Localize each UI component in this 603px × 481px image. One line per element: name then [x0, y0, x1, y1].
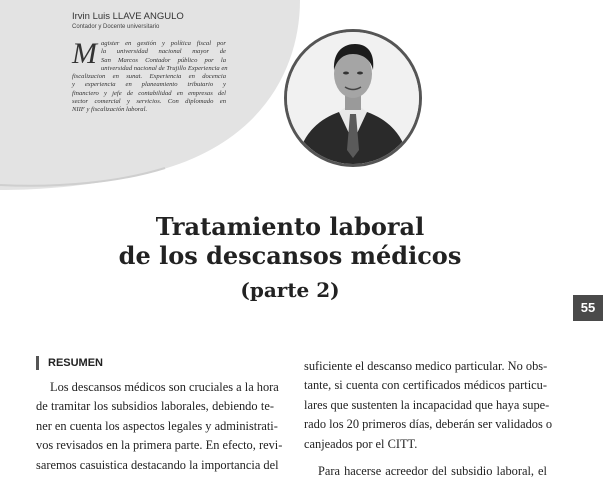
text-line: saremos casuistica destacando la importancia del	[36, 457, 279, 472]
bio-line: San Marcos Contador público por la	[101, 56, 226, 64]
text-line: suficiente el descanso medico particular. No obs-	[304, 359, 548, 373]
article-title-line-2: de los descansos médicos	[118, 241, 462, 270]
bio-line: fiscalizacion en sunat. Experiencia en docencia	[72, 73, 226, 81]
author-bio	[72, 37, 228, 115]
bio-line: sector comercial y servicios. Con diplomado en	[72, 98, 226, 106]
author-portrait	[284, 29, 422, 167]
text-line: lares que sustenten la incapacidad que haya supe-	[304, 397, 550, 412]
bio-line: universidad nacional de Trujillo Experiencia en	[101, 64, 228, 72]
text-line: de tramitar los subsidios laborales, debiendo te-	[36, 399, 274, 414]
author-role: Contador y Docente universitario	[72, 24, 160, 30]
bio-line: NIIF y fiscalización laboral.	[72, 106, 148, 114]
text-line: rado los 20 primeros días, deberán ser validados o	[304, 417, 553, 432]
bio-dropcap: M	[72, 37, 97, 70]
bio-line: agister en gestión y política fiscal por	[101, 40, 226, 47]
summary-column-1	[36, 378, 283, 475]
bio-line: y experiencia en planeamiento tributario y	[72, 81, 226, 89]
text-line: Para hacerse acreedor del subsidio laboral, el	[318, 464, 547, 479]
text-line: Los descansos médicos son cruciales a la hora	[50, 380, 279, 394]
text-line: canjeados por el CITT.	[304, 436, 418, 451]
text-line: vos revisados en la primera parte. En efecto, revi-	[36, 438, 283, 453]
page-number-tab: 55	[573, 295, 603, 321]
article-title-line-3: (parte 2)	[240, 278, 340, 302]
summary-heading: RESUMEN	[48, 357, 104, 369]
author-name: Irvin Luis LLAVE ANGULO	[72, 11, 184, 22]
text-line: ner en cuenta los aspectos legales y administrati-	[36, 418, 278, 433]
bio-line: financiero y jefe de contabilidad en empresas del	[72, 89, 226, 97]
text-line: tante, si cuenta con certificados médicos particu-	[304, 378, 547, 393]
bio-line: la universidad nacional mayor de	[101, 48, 226, 56]
summary-column-2	[304, 357, 553, 481]
article-title-line-1: Tratamiento laboral	[155, 212, 425, 241]
